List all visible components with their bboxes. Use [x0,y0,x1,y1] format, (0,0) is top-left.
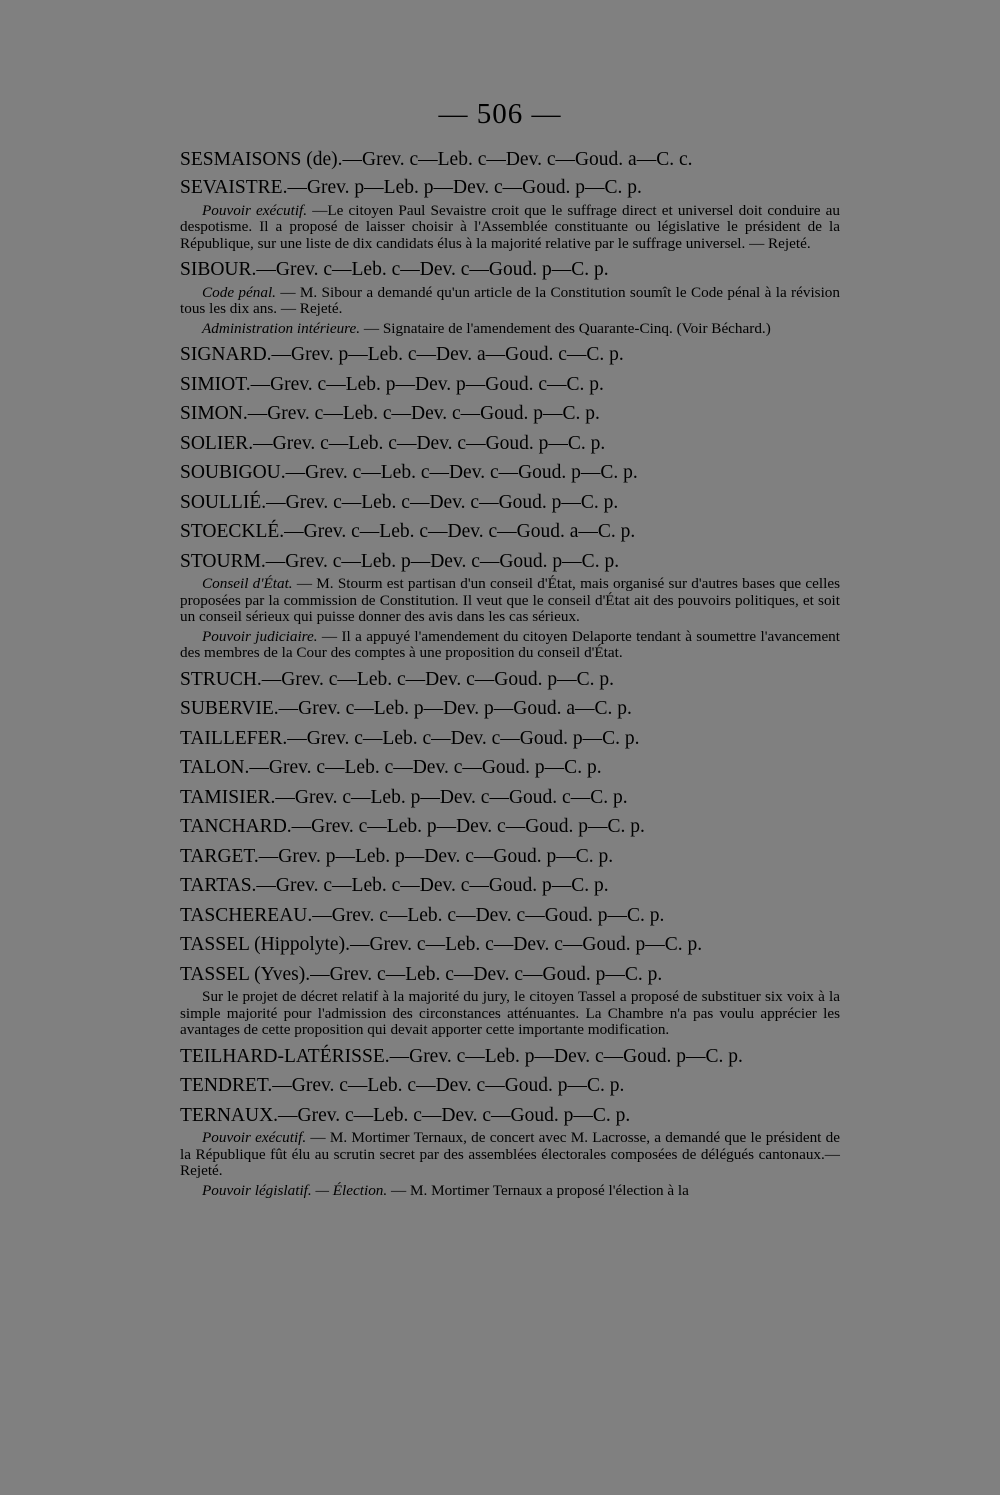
deputy-entry: STOECKLÉ.—Grev. c—Leb. c—Dev. c—Goud. a—C. p. [180,521,636,542]
entry-note [180,1130,840,1180]
entry-note [180,629,840,662]
note-heading: Conseil d'État. [202,575,293,592]
deputy-entry: SIMON.—Grev. c—Leb. c—Dev. c—Goud. p—C. p. [180,403,600,424]
deputy-entry: TANCHARD.—Grev. c—Leb. p—Dev. c—Goud. p—C. p. [180,816,645,837]
deputy-entry: SOUBIGOU.—Grev. c—Leb. c—Dev. c—Goud. p—C. p. [180,462,638,483]
page-number: — 506 — [438,98,562,130]
deputy-entry: TERNAUX.—Grev. c—Leb. c—Dev. c—Goud. p—C. p. [180,1104,631,1126]
note-heading: Code pénal. [202,283,276,301]
deputy-entry: TARGET.—Grev. p—Leb. p—Dev. c—Goud. p—C. p. [180,845,614,867]
note-body: — M. Mortimer Ternaux a proposé l'élection à la [387,1181,689,1199]
deputy-entry: SEVAISTRE.—Grev. p—Leb. p—Dev. c—Goud. p—C. p. [180,177,642,198]
note-body: —Le citoyen Paul Sevaistre croit que le suffrage direct et universel doit conduire au despotisme. Il a proposé de laisser choisir à l'Assemblée constituante ou législative le président de la République, sur une liste de dix candidats élus à la majorité relative par le suffrage universel. — Rejeté. [180,201,840,252]
entry-note [180,576,840,626]
note-body: — Il a appuyé l'amendement du citoyen Delaporte tendant à soumettre l'avancement des membres de la Cour des comptes à une proposition du conseil d'État. [180,627,841,661]
deputy-entry: STOURM.—Grev. c—Leb. p—Dev. c—Goud. p—C. p. [180,550,620,572]
note-heading: Pouvoir exécutif. [202,1129,307,1146]
note-heading: Administration intérieure. [202,319,361,337]
deputy-entry: TASCHEREAU.—Grev. c—Leb. c—Dev. c—Goud. p—C. p. [180,904,665,926]
deputy-entry: TAMISIER.—Grev. c—Leb. p—Dev. c—Goud. c—C. p. [180,786,628,808]
note-body: — M. Stourm est partisan d'un conseil d'État, mais organisé sur d'autres bases que celles proposées par la commission de Constitution. Il veut que le conseil d'État ait des pouvoirs politiques, et soit un conseil sérieux qui puisse donner des avis dans les cas sérieux. [180,575,840,625]
deputy-entry: SUBERVIE.—Grev. c—Leb. p—Dev. p—Goud. a—C. p. [180,698,632,719]
note-heading: Pouvoir exécutif. [202,201,308,219]
deputy-entry: TARTAS.—Grev. c—Leb. c—Dev. c—Goud. p—C. p. [180,875,609,896]
entry-note [180,285,840,318]
note-body: Sur le projet de décret relatif à la majorité du jury, le citoyen Tassel a proposé de substituer six voix à la simple majorité pour l'admission des circonstances atténuantes. La Chambre n'a pas voulu apprécier les avantages de cette proposition qui devait apporter cette importante modification. [180,988,840,1038]
deputy-entry: TASSEL (Hippolyte).—Grev. c—Leb. c—Dev. c—Goud. p—C. p. [180,934,703,955]
note-body: — M. Sibour a demandé qu'un article de la Constitution soumît le Code pénal à la révision tous les dix ans. — Rejeté. [180,283,840,317]
note-body: — M. Mortimer Ternaux, de concert avec M. Lacrosse, a demandé que le président de la République fût élu au scrutin secret par des assemblées électorales composées de délégués cantonaux.—Rejeté. [180,1129,840,1179]
entry-note [180,989,840,1039]
deputy-entry: SIBOUR.—Grev. c—Leb. c—Dev. c—Goud. p—C. p. [180,259,609,280]
deputy-entry: TASSEL (Yves).—Grev. c—Leb. c—Dev. c—Goud. p—C. p. [180,963,663,985]
note-heading: Pouvoir législatif. — Élection. [202,1181,388,1199]
deputy-entry: TALON.—Grev. c—Leb. c—Dev. c—Goud. p—C. p. [180,757,602,778]
deputy-entry: SIMIOT.—Grev. c—Leb. p—Dev. p—Goud. c—C. p. [180,373,604,395]
deputy-entry: SOLIER.—Grev. c—Leb. c—Dev. c—Goud. p—C. p. [180,432,606,454]
deputy-entry: TAILLEFER.—Grev. c—Leb. c—Dev. c—Goud. p—C. p. [180,727,640,749]
page-content [180,146,840,1202]
deputy-entry: SOULLIÉ.—Grev. c—Leb. c—Dev. c—Goud. p—C. p. [180,491,619,513]
entry-note [180,1183,840,1200]
deputy-entry: SESMAISONS (de).—Grev. c—Leb. c—Dev. c—Goud. a—C. c. [180,149,693,170]
entry-note [180,321,840,338]
deputy-entry: SIGNARD.—Grev. p—Leb. c—Dev. a—Goud. c—C. p. [180,344,624,365]
deputy-entry: TEILHARD-LATÉRISSE.—Grev. c—Leb. p—Dev. c—Goud. p—C. p. [180,1045,743,1067]
note-body: — Signataire de l'amendement des Quarante-Cinq. (Voir Béchard.) [360,319,771,337]
note-heading: Pouvoir judiciaire. [202,627,318,645]
deputy-entry: TENDRET.—Grev. c—Leb. c—Dev. c—Goud. p—C. p. [180,1075,625,1096]
entry-note [180,203,840,253]
deputy-entry: STRUCH.—Grev. c—Leb. c—Dev. c—Goud. p—C. p. [180,668,614,690]
